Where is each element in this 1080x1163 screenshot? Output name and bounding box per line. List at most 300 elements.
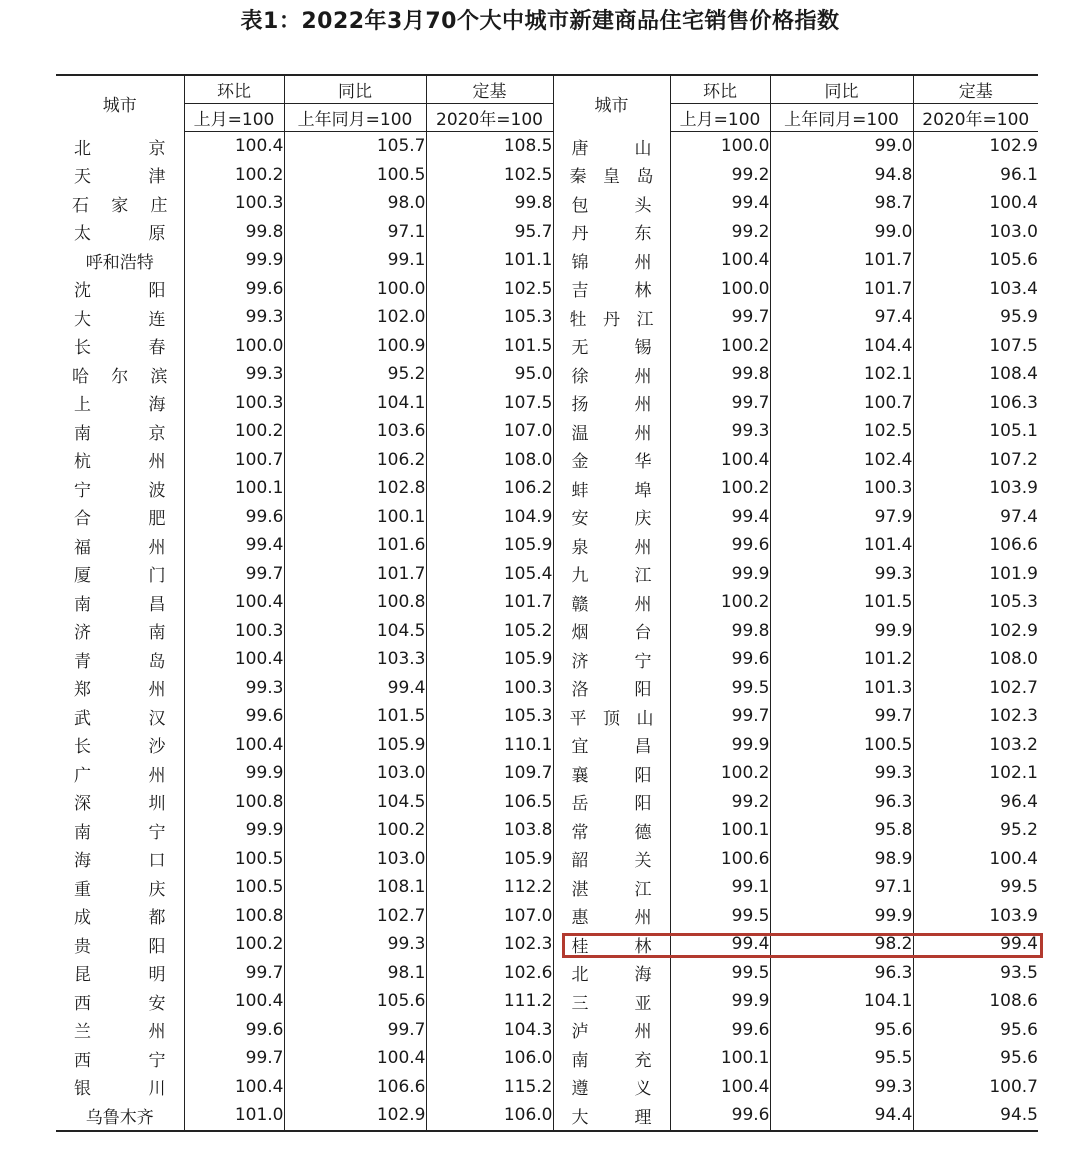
yoy-value-left: 104.1	[284, 389, 426, 418]
mom-value-right: 100.2	[670, 474, 770, 503]
yoy-value-right: 99.7	[770, 702, 913, 731]
city-char: 湛	[571, 879, 589, 900]
city-char: 春	[148, 338, 166, 359]
city-char: 海	[74, 851, 91, 872]
mom-value-left: 99.3	[184, 674, 284, 703]
city-name-right	[553, 560, 670, 589]
city-char: 秦	[569, 167, 587, 188]
city-name-left	[56, 332, 184, 361]
mom-value-left: 100.3	[184, 617, 284, 646]
mom-value-left: 99.7	[184, 1044, 284, 1073]
city-char: 江	[636, 309, 654, 330]
mom-value-left: 99.9	[184, 759, 284, 788]
city-char: 林	[634, 281, 652, 302]
header-city-left: 城市	[56, 75, 184, 132]
base-value-left: 95.0	[426, 360, 553, 389]
base-value-left: 111.2	[426, 987, 553, 1016]
mom-value-left: 99.6	[184, 503, 284, 532]
city-char: 顶	[603, 708, 620, 729]
city-char: 义	[634, 1079, 652, 1100]
base-value-left: 106.0	[426, 1101, 553, 1131]
city-name-right	[553, 702, 670, 731]
city-char: 海	[148, 395, 166, 416]
city-char: 南	[571, 1050, 589, 1071]
city-name-left	[56, 531, 184, 560]
city-name-left	[56, 674, 184, 703]
table-row	[56, 132, 1038, 161]
city-name-right	[553, 845, 670, 874]
city-char: 济	[74, 623, 91, 644]
city-name-right	[553, 360, 670, 389]
base-value-left: 105.2	[426, 617, 553, 646]
city-char: 充	[634, 1050, 652, 1071]
yoy-value-left: 106.2	[284, 446, 426, 475]
mom-value-right: 100.4	[670, 446, 770, 475]
yoy-value-left: 103.0	[284, 845, 426, 874]
yoy-value-right: 100.3	[770, 474, 913, 503]
city-char: 徐	[571, 366, 589, 387]
city-char: 无	[571, 338, 589, 359]
base-value-left: 107.0	[426, 902, 553, 931]
city-char: 岛	[636, 167, 654, 188]
city-name-left	[56, 1044, 184, 1073]
mom-value-left: 99.9	[184, 246, 284, 275]
city-name-right	[553, 617, 670, 646]
mom-value-left: 100.2	[184, 161, 284, 190]
city-char: 尔	[111, 366, 129, 387]
yoy-value-right: 98.2	[770, 930, 913, 959]
city-name-left	[56, 1101, 184, 1131]
yoy-value-right: 98.7	[770, 189, 913, 218]
city-char: 海	[634, 965, 652, 986]
city-char: 包	[571, 195, 589, 216]
city-char: 桂	[571, 936, 589, 957]
table-row	[56, 218, 1038, 247]
city-char: 庆	[634, 509, 652, 530]
mom-value-right: 99.4	[670, 930, 770, 959]
base-value-left: 101.7	[426, 588, 553, 617]
header-yoy-right: 同比	[770, 75, 913, 104]
table-row	[56, 674, 1038, 703]
base-value-right: 100.7	[913, 1073, 1038, 1102]
city-char: 阳	[634, 794, 652, 815]
base-value-left: 99.8	[426, 189, 553, 218]
city-name-left	[56, 645, 184, 674]
city-char: 杭	[74, 452, 91, 473]
mom-value-right: 99.5	[670, 674, 770, 703]
header-yoy-left: 同比	[284, 75, 426, 104]
table-row	[56, 816, 1038, 845]
city-char: 阳	[148, 936, 166, 957]
mom-value-right: 100.2	[670, 332, 770, 361]
base-value-right: 102.9	[913, 132, 1038, 161]
mom-value-left: 99.3	[184, 303, 284, 332]
city-char: 东	[634, 224, 652, 245]
base-value-right: 102.1	[913, 759, 1038, 788]
base-value-right: 102.3	[913, 702, 1038, 731]
city-char: 锡	[634, 338, 652, 359]
base-value-right: 107.5	[913, 332, 1038, 361]
mom-value-left: 100.5	[184, 873, 284, 902]
city-char: 宁	[148, 822, 166, 843]
city-char: 烟	[571, 623, 589, 644]
yoy-value-left: 105.9	[284, 731, 426, 760]
mom-value-right: 99.2	[670, 161, 770, 190]
city-name-right	[553, 816, 670, 845]
city-char: 波	[148, 480, 166, 501]
city-name-left	[56, 902, 184, 931]
base-value-left: 110.1	[426, 731, 553, 760]
base-value-right: 108.6	[913, 987, 1038, 1016]
header-row-bottom	[56, 104, 1038, 132]
city-char: 州	[634, 908, 652, 929]
city-name-right	[553, 389, 670, 418]
yoy-value-left: 99.1	[284, 246, 426, 275]
city-char: 南	[74, 423, 91, 444]
city-char: 滨	[150, 366, 168, 387]
mom-value-right: 100.6	[670, 845, 770, 874]
city-name-right	[553, 645, 670, 674]
city-char: 蚌	[571, 480, 589, 501]
yoy-value-left: 101.6	[284, 531, 426, 560]
base-value-left: 105.3	[426, 303, 553, 332]
table-row	[56, 503, 1038, 532]
city-char: 昆	[74, 965, 91, 986]
base-value-left: 102.3	[426, 930, 553, 959]
city-char: 台	[634, 623, 652, 644]
yoy-value-right: 101.3	[770, 674, 913, 703]
city-char: 九	[571, 566, 589, 587]
city-char: 林	[634, 936, 652, 957]
base-value-right: 103.9	[913, 474, 1038, 503]
city-char: 西	[74, 993, 91, 1014]
yoy-value-left: 108.1	[284, 873, 426, 902]
city-char: 重	[74, 879, 91, 900]
yoy-value-left: 95.2	[284, 360, 426, 389]
city-name-left	[56, 759, 184, 788]
header-mom-base-right: 上月=100	[670, 104, 770, 132]
yoy-value-right: 95.8	[770, 816, 913, 845]
city-char: 青	[74, 651, 91, 672]
city-char: 江	[634, 566, 652, 587]
mom-value-left: 100.3	[184, 389, 284, 418]
mom-value-right: 99.4	[670, 503, 770, 532]
table-row	[56, 702, 1038, 731]
city-name-right	[553, 1016, 670, 1045]
header-yoy-base-right: 上年同月=100	[770, 104, 913, 132]
city-char: 州	[634, 1022, 652, 1043]
base-value-right: 95.2	[913, 816, 1038, 845]
city-char: 成	[74, 908, 91, 929]
mom-value-right: 99.6	[670, 645, 770, 674]
city-char: 德	[634, 822, 652, 843]
yoy-value-right: 98.9	[770, 845, 913, 874]
yoy-value-left: 100.2	[284, 816, 426, 845]
mom-value-left: 100.3	[184, 189, 284, 218]
mom-value-left: 99.7	[184, 959, 284, 988]
city-char: 吉	[571, 281, 589, 302]
city-char: 安	[571, 509, 589, 530]
city-char: 天	[74, 167, 91, 188]
city-name-right	[553, 417, 670, 446]
city-char: 合	[74, 509, 91, 530]
mom-value-right: 99.6	[670, 1016, 770, 1045]
city-name-right	[553, 788, 670, 817]
mom-value-right: 100.4	[670, 246, 770, 275]
base-value-left: 108.0	[426, 446, 553, 475]
table-row	[56, 275, 1038, 304]
city-char: 口	[148, 851, 166, 872]
base-value-left: 115.2	[426, 1073, 553, 1102]
city-char: 州	[634, 594, 652, 615]
city-name-left	[56, 930, 184, 959]
city-char: 头	[634, 195, 652, 216]
base-value-right: 95.9	[913, 303, 1038, 332]
yoy-value-left: 104.5	[284, 617, 426, 646]
base-value-left: 107.5	[426, 389, 553, 418]
city-name-right	[553, 930, 670, 959]
yoy-value-left: 104.5	[284, 788, 426, 817]
base-value-right: 96.1	[913, 161, 1038, 190]
yoy-value-left: 101.7	[284, 560, 426, 589]
table-row	[56, 531, 1038, 560]
yoy-value-right: 94.4	[770, 1101, 913, 1131]
mom-value-right: 100.4	[670, 1073, 770, 1102]
mom-value-right: 99.9	[670, 560, 770, 589]
table-row	[56, 845, 1038, 874]
yoy-value-right: 100.5	[770, 731, 913, 760]
city-char: 乌鲁木齐	[85, 1107, 154, 1128]
base-value-right: 93.5	[913, 959, 1038, 988]
city-char: 丹	[571, 224, 589, 245]
city-char: 西	[74, 1050, 91, 1071]
header-base-left: 定基	[426, 75, 553, 104]
base-value-left: 106.5	[426, 788, 553, 817]
city-name-right	[553, 303, 670, 332]
yoy-value-right: 101.4	[770, 531, 913, 560]
city-char: 上	[74, 395, 91, 416]
mom-value-right: 99.7	[670, 389, 770, 418]
base-value-left: 105.9	[426, 531, 553, 560]
base-value-left: 102.5	[426, 275, 553, 304]
yoy-value-right: 97.1	[770, 873, 913, 902]
yoy-value-left: 99.4	[284, 674, 426, 703]
table-row	[56, 560, 1038, 589]
yoy-value-right: 99.9	[770, 902, 913, 931]
city-name-right	[553, 218, 670, 247]
city-char: 牡	[569, 309, 587, 330]
city-name-right	[553, 189, 670, 218]
city-char: 州	[634, 423, 652, 444]
yoy-value-right: 99.3	[770, 759, 913, 788]
base-value-right: 95.6	[913, 1044, 1038, 1073]
city-char: 江	[634, 879, 652, 900]
yoy-value-right: 95.6	[770, 1016, 913, 1045]
base-value-right: 103.0	[913, 218, 1038, 247]
mom-value-right: 100.0	[670, 275, 770, 304]
city-char: 关	[634, 851, 652, 872]
mom-value-left: 99.4	[184, 531, 284, 560]
yoy-value-left: 98.1	[284, 959, 426, 988]
city-char: 扬	[571, 395, 589, 416]
city-char: 连	[148, 309, 166, 330]
city-name-right	[553, 503, 670, 532]
city-char: 阳	[634, 765, 652, 786]
city-char: 温	[571, 423, 589, 444]
city-char: 深	[74, 794, 91, 815]
mom-value-right: 100.2	[670, 759, 770, 788]
yoy-value-right: 101.7	[770, 246, 913, 275]
mom-value-left: 99.9	[184, 816, 284, 845]
table-row	[56, 417, 1038, 446]
city-name-left	[56, 959, 184, 988]
base-value-left: 105.9	[426, 645, 553, 674]
yoy-value-left: 103.6	[284, 417, 426, 446]
city-char: 大	[571, 1107, 589, 1128]
header-base-base-left: 2020年=100	[426, 104, 553, 132]
mom-value-right: 100.2	[670, 588, 770, 617]
yoy-value-right: 96.3	[770, 788, 913, 817]
page-title: 表1：2022年3月70个大中城市新建商品住宅销售价格指数	[240, 9, 840, 34]
city-char: 贵	[74, 936, 91, 957]
city-char: 州	[634, 366, 652, 387]
city-char: 州	[148, 537, 166, 558]
city-name-right	[553, 1101, 670, 1131]
yoy-value-right: 97.4	[770, 303, 913, 332]
yoy-value-right: 100.7	[770, 389, 913, 418]
city-name-right	[553, 759, 670, 788]
base-value-right: 97.4	[913, 503, 1038, 532]
table-row	[56, 788, 1038, 817]
base-value-left: 112.2	[426, 873, 553, 902]
base-value-right: 108.0	[913, 645, 1038, 674]
table-row	[56, 588, 1038, 617]
city-char: 京	[148, 138, 166, 159]
city-char: 沙	[148, 737, 166, 758]
city-name-left	[56, 873, 184, 902]
table-body	[56, 132, 1038, 1131]
yoy-value-right: 95.5	[770, 1044, 913, 1073]
mom-value-left: 99.7	[184, 560, 284, 589]
yoy-value-right: 96.3	[770, 959, 913, 988]
base-value-right: 94.5	[913, 1101, 1038, 1131]
city-name-right	[553, 332, 670, 361]
city-name-left	[56, 816, 184, 845]
city-char: 泸	[571, 1022, 589, 1043]
city-char: 京	[148, 423, 166, 444]
city-char: 赣	[571, 594, 589, 615]
city-name-left	[56, 560, 184, 589]
base-value-right: 106.6	[913, 531, 1038, 560]
mom-value-right: 99.5	[670, 902, 770, 931]
city-char: 明	[148, 965, 166, 986]
yoy-value-left: 100.0	[284, 275, 426, 304]
yoy-value-left: 98.0	[284, 189, 426, 218]
yoy-value-left: 99.7	[284, 1016, 426, 1045]
city-char: 阳	[148, 281, 166, 302]
mom-value-right: 99.3	[670, 417, 770, 446]
mom-value-left: 100.8	[184, 902, 284, 931]
yoy-value-right: 99.9	[770, 617, 913, 646]
table-row	[56, 161, 1038, 190]
mom-value-right: 99.7	[670, 303, 770, 332]
base-value-left: 106.0	[426, 1044, 553, 1073]
city-char: 呼和浩特	[85, 252, 154, 273]
city-name-right	[553, 1044, 670, 1073]
mom-value-left: 100.4	[184, 731, 284, 760]
mom-value-right: 100.1	[670, 816, 770, 845]
city-name-left	[56, 275, 184, 304]
yoy-value-left: 100.5	[284, 161, 426, 190]
city-char: 太	[74, 224, 91, 245]
city-name-left	[56, 360, 184, 389]
city-char: 大	[74, 309, 91, 330]
city-char: 津	[148, 167, 166, 188]
mom-value-left: 100.4	[184, 645, 284, 674]
table-row	[56, 189, 1038, 218]
base-value-left: 109.7	[426, 759, 553, 788]
city-char: 南	[148, 623, 166, 644]
header-mom-base-left: 上月=100	[184, 104, 284, 132]
yoy-value-left: 102.0	[284, 303, 426, 332]
base-value-left: 105.9	[426, 845, 553, 874]
city-char: 门	[148, 566, 166, 587]
city-char: 锦	[571, 252, 589, 273]
mom-value-left: 100.4	[184, 588, 284, 617]
city-char: 岛	[148, 651, 166, 672]
mom-value-left: 100.4	[184, 987, 284, 1016]
base-value-right: 103.9	[913, 902, 1038, 931]
mom-value-right: 99.8	[670, 617, 770, 646]
city-char: 皇	[603, 167, 620, 188]
city-char: 阳	[634, 680, 652, 701]
yoy-value-left: 105.6	[284, 987, 426, 1016]
city-char: 兰	[74, 1022, 91, 1043]
base-value-right: 105.3	[913, 588, 1038, 617]
city-name-right	[553, 674, 670, 703]
header-mom-right: 环比	[670, 75, 770, 104]
base-value-right: 106.3	[913, 389, 1038, 418]
city-name-left	[56, 503, 184, 532]
table-row	[56, 360, 1038, 389]
header-city-right: 城市	[553, 75, 670, 132]
mom-value-left: 99.8	[184, 218, 284, 247]
city-name-right	[553, 246, 670, 275]
mom-value-left: 100.4	[184, 132, 284, 161]
city-char: 州	[148, 765, 166, 786]
city-name-left	[56, 788, 184, 817]
city-name-left	[56, 246, 184, 275]
city-name-right	[553, 161, 670, 190]
base-value-right: 99.5	[913, 873, 1038, 902]
table-row	[56, 645, 1038, 674]
city-name-left	[56, 218, 184, 247]
base-value-right: 95.6	[913, 1016, 1038, 1045]
yoy-value-left: 103.0	[284, 759, 426, 788]
mom-value-left: 99.6	[184, 1016, 284, 1045]
header-base-base-right: 2020年=100	[913, 104, 1038, 132]
header-mom-left: 环比	[184, 75, 284, 104]
yoy-value-left: 106.6	[284, 1073, 426, 1102]
yoy-value-left: 102.7	[284, 902, 426, 931]
city-char: 安	[148, 993, 166, 1014]
city-name-left	[56, 303, 184, 332]
base-value-right: 102.7	[913, 674, 1038, 703]
mom-value-left: 100.2	[184, 417, 284, 446]
city-name-left	[56, 446, 184, 475]
city-name-left	[56, 845, 184, 874]
table-row	[56, 959, 1038, 988]
